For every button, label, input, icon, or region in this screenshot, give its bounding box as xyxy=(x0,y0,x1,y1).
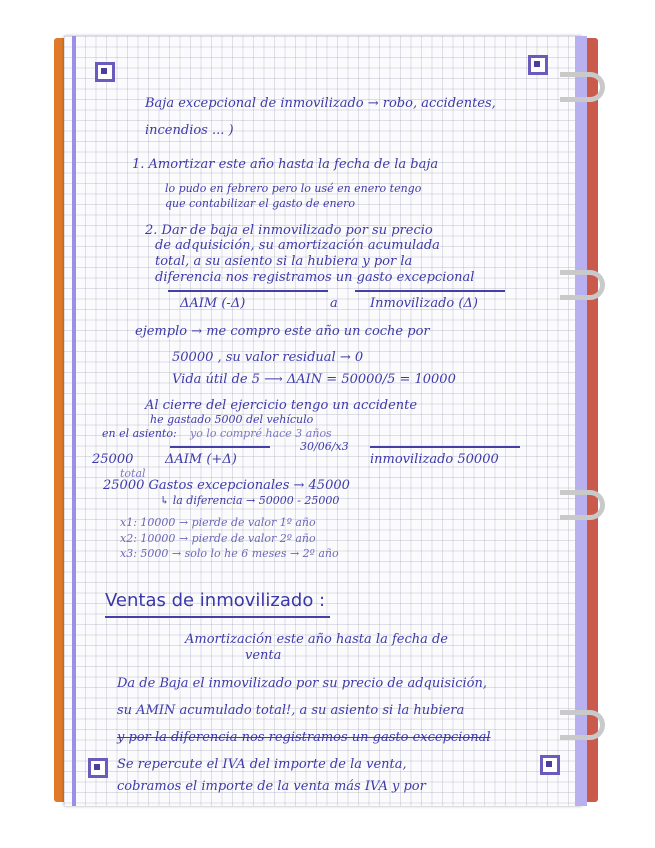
text-line: Se repercute el IVA del importe de la venta, xyxy=(117,757,407,772)
journal-amount: 25000 xyxy=(92,452,134,467)
text-line: lo pudo en febrero pero lo usé en enero tengo xyxy=(165,182,422,195)
text-line: total xyxy=(120,467,146,480)
text-line: incendios ... ) xyxy=(145,123,234,138)
binder-ring-icon xyxy=(560,490,605,520)
journal-credit: inmovilizado 50000 xyxy=(370,452,499,467)
journal-rule xyxy=(370,446,520,448)
text-line: ejemplo → me compro este año un coche por xyxy=(135,324,430,339)
text-line: Baja excepcional de inmovilizado → robo, accidentes, xyxy=(145,96,496,111)
binder-ring-icon xyxy=(560,72,605,102)
journal-rule xyxy=(170,446,270,448)
corner-marker-icon xyxy=(540,755,560,775)
section-heading: Ventas de inmovilizado : xyxy=(105,590,326,611)
right-margin-strip xyxy=(575,36,587,806)
text-line: en el asiento: xyxy=(102,427,177,440)
text-line: 25000 Gastos excepcionales → 45000 xyxy=(103,478,350,493)
text-line: Vida útil de 5 ⟶ ΔAIN = 50000/5 = 10000 xyxy=(172,372,456,387)
text-line: total, a su asiento si la hubiera y por la xyxy=(155,254,413,269)
journal-credit: Inmovilizado (Δ) xyxy=(370,296,478,311)
corner-marker-icon xyxy=(95,62,115,82)
text-line: x2: 10000 → pierde de valor 2º año xyxy=(120,532,316,545)
text-line: yo lo compré hace 3 años xyxy=(190,427,332,440)
text-line: de adquisición, su amortización acumulada xyxy=(155,238,440,253)
text-line: x3: 5000 → solo lo he 6 meses → 2º año xyxy=(120,547,339,560)
text-line: ↳ la diferencia → 50000 - 25000 xyxy=(160,494,340,507)
binder-ring-icon xyxy=(560,270,605,300)
text-line: 1. Amortizar este año hasta la fecha de la baja xyxy=(132,157,439,172)
heading-underline xyxy=(105,616,330,618)
text-line: 50000 , su valor residual → 0 xyxy=(172,350,364,365)
text-line: x1: 10000 → pierde de valor 1º año xyxy=(120,516,316,529)
text-line: que contabilizar el gasto de enero xyxy=(165,197,356,210)
text-line: cobramos el importe de la venta más IVA y por xyxy=(117,779,426,794)
date-label: 30/06/x3 xyxy=(300,440,349,453)
text-line: y por la diferencia nos registramos un gasto excepcional xyxy=(117,730,491,745)
journal-debit: ΔAIM (+Δ) xyxy=(165,452,237,467)
binder-ring-icon xyxy=(560,710,605,740)
journal-debit: ΔAIM (-Δ) xyxy=(180,296,246,311)
left-margin-strip xyxy=(72,36,76,806)
text-line: su AMIN acumulado total!, a su asiento si la hubiera xyxy=(117,703,465,718)
text-line: Amortización este año hasta la fecha de xyxy=(185,632,449,647)
journal-a: a xyxy=(330,296,338,311)
journal-rule xyxy=(168,290,328,292)
text-line: Da de Baja el inmovilizado por su precio de adquisición, xyxy=(117,676,488,691)
corner-marker-icon xyxy=(88,758,108,778)
journal-rule xyxy=(355,290,505,292)
corner-marker-icon xyxy=(528,55,548,75)
text-line: venta xyxy=(245,648,282,663)
text-line: diferencia nos registramos un gasto excepcional xyxy=(155,270,475,285)
text-line: 2. Dar de baja el inmovilizado por su precio xyxy=(145,223,433,238)
text-line: he gastado 5000 del vehículo xyxy=(150,413,314,426)
text-line: Al cierre del ejercicio tengo un accidente xyxy=(145,398,418,413)
